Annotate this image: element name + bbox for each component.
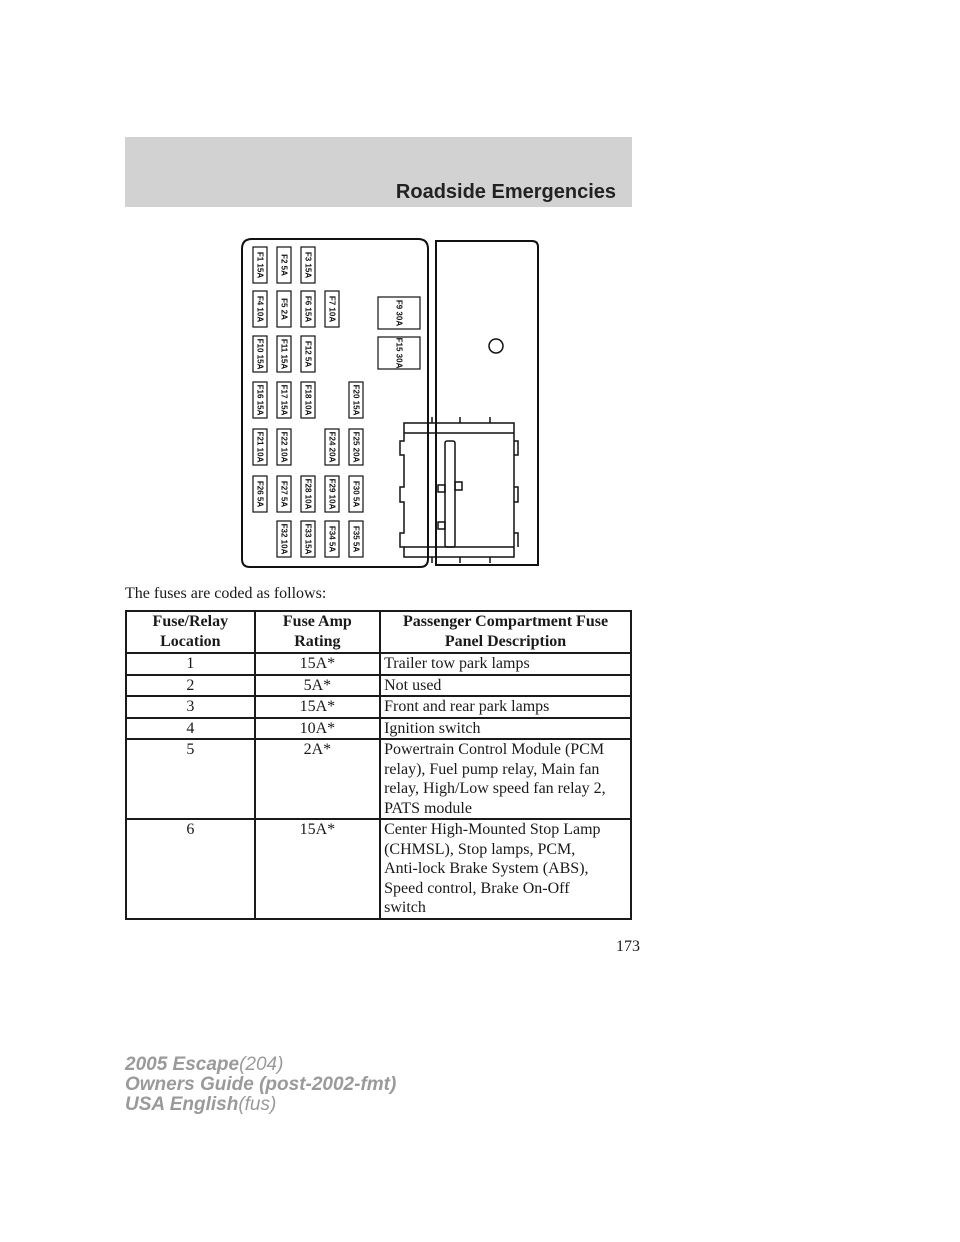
cell-description: Trailer tow park lamps (380, 653, 631, 675)
footer-line-3: USA English(fus) (125, 1094, 277, 1115)
fuse-label: F32 10A (279, 523, 289, 555)
fuse-box (349, 521, 363, 557)
document-footer (125, 1055, 396, 1115)
fuse-box (378, 337, 420, 369)
relay-panel-outline (436, 241, 538, 565)
fuse-box (301, 291, 315, 327)
fuse-box (253, 429, 267, 465)
fuse-label: F3 15A (303, 251, 313, 279)
fuse-label: F22 10A (279, 431, 289, 463)
fuse-box (301, 336, 315, 372)
fuse-box (253, 382, 267, 418)
fuse-group (253, 247, 420, 557)
cell-location: 2 (126, 675, 255, 697)
fuse-box (349, 476, 363, 512)
table-row (126, 653, 631, 675)
fuse-label: F4 10A (255, 295, 265, 323)
fuse-label: F30 5A (351, 480, 361, 508)
cell-description: Center High-Mounted Stop Lamp (CHMSL), Stop lamps, PCM, Anti-lock Brake System (ABS), Speed control, Brake On-Off switch (380, 819, 631, 919)
fuse-label: F24 20A (327, 431, 337, 463)
fuse-label: F15 30A (394, 337, 404, 369)
cell-location: 1 (126, 653, 255, 675)
table-row (126, 819, 631, 919)
fuse-label: F18 10A (303, 384, 313, 416)
cell-description: Ignition switch (380, 718, 631, 740)
header-description: Passenger Compartment Fuse Panel Description (380, 611, 631, 653)
fuse-box (277, 336, 291, 372)
fuse-box (301, 247, 315, 283)
fuse-box (325, 521, 339, 557)
cell-rating: 5A* (255, 675, 380, 697)
fuse-label: F26 5A (255, 480, 265, 508)
fuse-box (325, 429, 339, 465)
fuse-label: F20 15A (351, 384, 361, 416)
fuse-box (253, 291, 267, 327)
fuse-label: F1 15A (255, 251, 265, 279)
mounting-hole (489, 339, 503, 353)
footer-line-2: Owners Guide (post-2002-fmt) (125, 1074, 397, 1095)
fuse-box (277, 291, 291, 327)
fuse-label: F33 15A (303, 523, 313, 555)
fuse-box (325, 291, 339, 327)
fuse-box (378, 297, 420, 329)
footer-line-1: 2005 Escape(204) (125, 1054, 284, 1075)
fuse-box (277, 429, 291, 465)
intro-text: The fuses are coded as follows: (125, 585, 327, 602)
relay-connector (400, 417, 518, 563)
fuse-box (277, 521, 291, 557)
fuse-panel-diagram (240, 237, 542, 569)
fuse-label: F11 15A (279, 338, 289, 370)
fuse-label: F16 15A (255, 384, 265, 416)
fuse-label: F9 30A (394, 299, 404, 327)
fuse-table (125, 610, 632, 920)
table-row (126, 696, 631, 718)
fuse-box (277, 247, 291, 283)
fuse-box (349, 382, 363, 418)
fuse-box (253, 336, 267, 372)
cell-rating: 2A* (255, 739, 380, 819)
fuse-label: F7 10A (327, 295, 337, 323)
fuse-label: F21 10A (255, 431, 265, 463)
fuse-label: F28 10A (303, 478, 313, 510)
cell-location: 4 (126, 718, 255, 740)
table-row (126, 718, 631, 740)
fuse-label: F34 5A (327, 525, 337, 553)
cell-description: Not used (380, 675, 631, 697)
fuse-label: F6 15A (303, 295, 313, 323)
fuse-label: F27 5A (279, 480, 289, 508)
table-row (126, 739, 631, 819)
table-header-row (126, 611, 631, 653)
fuse-label: F29 10A (327, 478, 337, 510)
fuse-label: F25 20A (351, 431, 361, 463)
fuse-box (277, 476, 291, 512)
page-number: 173 (616, 938, 640, 955)
fuse-label: F2 5A (279, 254, 289, 276)
header-location: Fuse/Relay Location (126, 611, 255, 653)
fuse-label: F5 2A (279, 298, 289, 320)
cell-rating: 15A* (255, 819, 380, 919)
fuse-box (253, 247, 267, 283)
fuse-box (301, 521, 315, 557)
fuse-label: F17 15A (279, 384, 289, 416)
header-rating: Fuse Amp Rating (255, 611, 380, 653)
table-row (126, 675, 631, 697)
fuse-box (301, 476, 315, 512)
fuse-label: F35 5A (351, 525, 361, 553)
fuse-box (253, 476, 267, 512)
cell-rating: 15A* (255, 696, 380, 718)
fuse-box (325, 476, 339, 512)
fuse-label: F10 15A (255, 338, 265, 370)
fuse-label: F12 5A (303, 340, 313, 368)
fuse-box (301, 382, 315, 418)
cell-rating: 15A* (255, 653, 380, 675)
fuse-panel-outline (242, 239, 428, 567)
cell-location: 6 (126, 819, 255, 919)
cell-description: Front and rear park lamps (380, 696, 631, 718)
section-header-band (125, 137, 632, 207)
cell-location: 5 (126, 739, 255, 819)
section-title: Roadside Emergencies (395, 181, 616, 203)
cell-rating: 10A* (255, 718, 380, 740)
cell-description: Powertrain Control Module (PCM relay), Fuel pump relay, Main fan relay, High/Low speed fan relay 2, PATS module (380, 739, 631, 819)
fuse-box (277, 382, 291, 418)
fuse-box (349, 429, 363, 465)
cell-location: 3 (126, 696, 255, 718)
